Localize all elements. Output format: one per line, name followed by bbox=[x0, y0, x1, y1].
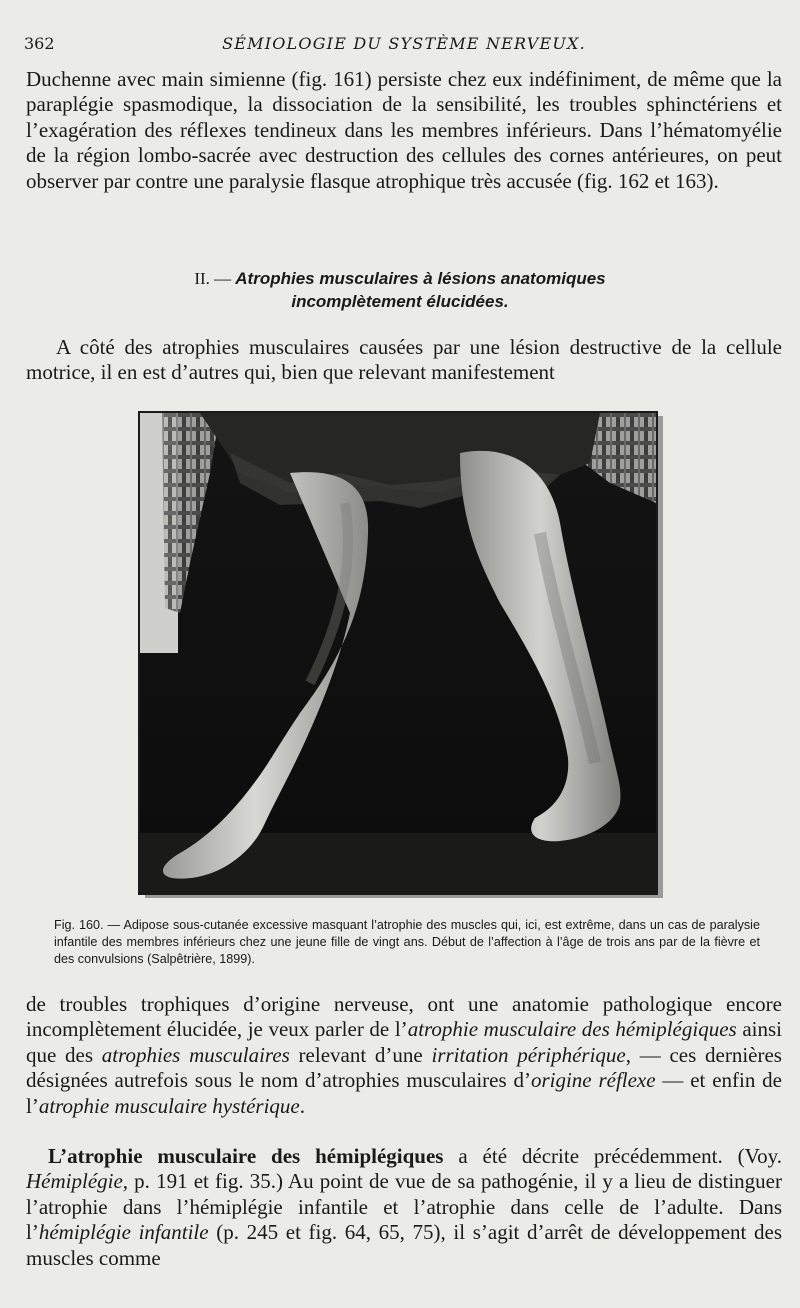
paragraph-hemiplegic-atrophy: L’atrophie musculaire des hémiplégiques a été décrite précédemment. (Voy. Hémiplégie, p. 191 et fig. 35.) Au point de vue de sa pathogénie, il y a lieu de distinguer l’atrophie dans l’hémiplégie infantile et l’atrophie dans celle de l’adulte. Dans l’hémiplégie infantile (p. 245 et fig. 64, 65, 75), il s’agit d’arrêt de développement des muscles comme bbox=[26, 1144, 782, 1270]
figure-photograph-legs bbox=[138, 411, 658, 895]
section-title-line1: Atrophies musculaires à lésions anatomiques bbox=[235, 269, 606, 288]
term-hemiplegic-atrophy: atrophie musculaire des hémiplégiques bbox=[407, 1017, 737, 1042]
term-reflex-origin: origine réflexe bbox=[530, 1068, 656, 1093]
term-hysterical-atrophy: atrophie musculaire hystérique bbox=[38, 1093, 300, 1118]
section-title-line2: incomplètement élucidées. bbox=[291, 292, 509, 311]
term-infantile-hemiplegia: hémiplégie infantile bbox=[38, 1220, 209, 1245]
figure-caption: Fig. 160. — Adipose sous-cutanée excessive masquant l’atrophie des muscles qui, ici, est extrême, dans un cas de paralysie infantile des membres inférieurs chez une jeune fille de vingt ans. Début de l’affection à l’âge de trois ans par de la fièvre et des convulsions (Salpêtrière, 1899). bbox=[54, 918, 760, 966]
paragraph-atrophy-types: de troubles trophiques d’origine nerveuse, ont une anatomie pathologique encore incomplètement élucidée, je veux parler de l’atrophie musculaire des hémiplégiques ainsi que des atrophies musculaires relevant d’une irritation périphérique, — ces dernières désignées autrefois sous le nom d’atrophies musculaires d’origine réflexe — et enfin de l’atrophie musculaire hystérique. bbox=[26, 992, 782, 1118]
section-number: II. — bbox=[194, 269, 232, 288]
section-heading bbox=[0, 267, 800, 313]
term-muscular-atrophies: atrophies musculaires bbox=[101, 1042, 290, 1067]
paragraph-hematomyelia: Duchenne avec main simienne (fig. 161) persiste chez eux indéfiniment, de même que la paraplégie spasmodique, la dissociation de la sensibilité, les troubles sphinctériens et l’exagération des réflexes tendineux dans les membres inférieurs. Dans l’hématomyélie de la région lombo-sacrée avec destruction des cellules des cornes antérieures, on peut observer par contre une paralysie flasque atrophique très accusée (fig. 162 et 163). bbox=[26, 67, 782, 193]
paragraph-intro-atrophies: A côté des atrophies musculaires causées par une lésion destructive de la cellule motrice, il en est d’autres qui, bien que relevant manifestement bbox=[26, 335, 782, 385]
bold-lead-term: L’atrophie musculaire des hémiplégiques bbox=[48, 1144, 444, 1168]
term-peripheral-irritation: irritation périphérique bbox=[431, 1042, 626, 1067]
term-hemiplegie: Hémiplégie bbox=[26, 1169, 123, 1194]
running-head bbox=[24, 34, 784, 56]
page-number: 362 bbox=[24, 34, 55, 53]
running-title: SÉMIOLOGIE DU SYSTÈME NERVEUX. bbox=[222, 34, 586, 53]
